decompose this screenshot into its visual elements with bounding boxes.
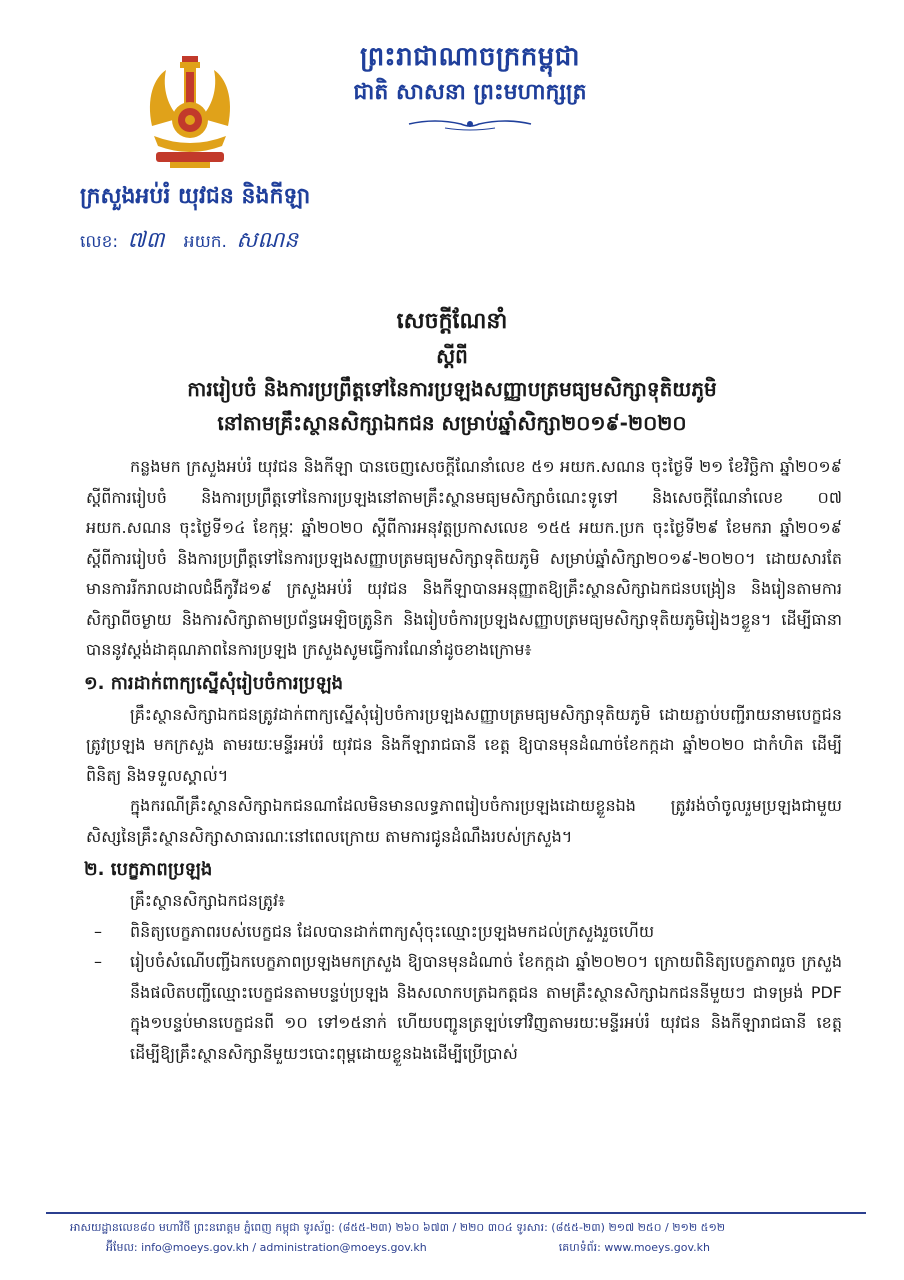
footer: [70, 1218, 860, 1258]
bullet-dash: –: [94, 921, 102, 941]
number-label: លេខ:: [80, 232, 119, 252]
list-item: [86, 947, 842, 1069]
document-title: [60, 304, 844, 440]
list-item: [86, 917, 842, 948]
kingdom-header: [320, 38, 620, 132]
title-line-2: នៅតាមគ្រឹះស្ថានសិក្សាឯកជន សម្រាប់ឆ្នាំសិក្សា២០១៩-២០២០: [217, 411, 687, 435]
email-label: អ៊ីមែល:: [106, 1241, 138, 1254]
office-label: អយក.: [183, 232, 227, 252]
doc-type: សេចក្តីណែនាំ: [396, 309, 508, 334]
section-2-intro: គ្រឹះស្ថានសិក្សាឯកជនត្រូវ៖: [130, 891, 286, 910]
bullet-dash: –: [94, 952, 102, 971]
kingdom-title: ព្រះរាជាណាចក្រកម្ពុជា: [360, 42, 580, 72]
title-about: ស្តីពី: [436, 344, 468, 368]
intro-paragraph: កន្លងមក ក្រសួងអប់រំ យុវជន និងកីឡា បានចេញសេចក្តីណែនាំលេខ ៥១ អយក.សណន ចុះថ្ងៃទី ២១ ខែវិច្ឆិកា ឆ្នាំ២០១៩ ស្តីពីការរៀបចំ និងការប្រព្រឹត្តទៅនៃការប្រឡងនៅតាមគ្រឹះស្ថានមធ្យមសិក្សាចំណេះទូទៅ និងសេចក្តីណែនាំលេខ ០៧ អយក.សណន ចុះថ្ងៃទី១៤ ខែកុម្ភៈ ឆ្នាំ២០២០ ស្តីពីការអនុវត្តប្រកាសលេខ ១៥៥ អយក.ប្រក ចុះថ្ងៃទី២៩ ខែមករា ឆ្នាំ២០១៩ ស្តីពីការរៀបចំ និងការប្រព្រឹត្តទៅនៃការប្រឡងសញ្ញាបត្រមធ្យមសិក្សាទុតិយភូមិ សម្រាប់ឆ្នាំសិក្សា២០១៩-២០២០។ ដោយសារតែមានការរីករាលដាលជំងឺកូវីដ១៩ ក្រសួងអប់រំ យុវជន និងកីឡាបានអនុញ្ញាតឱ្យគ្រឹះស្ថានសិក្សាឯកជនបង្រៀន និងរៀនតាមការសិក្សាពីចម្ងាយ និងការសិក្សាតាមប្រព័ន្ធអេឡិចត្រូនិក និងរៀបចំការប្រឡងសញ្ញាបត្រមធ្យមសិក្សាទុតិយភូមិរៀងៗខ្លួន។ ដើម្បីធានាបាននូវស្តង់ដាគុណភាពនៃការប្រឡង ក្រសួងសូមធ្វើការណែនាំដូចខាងក្រោម៖: [86, 457, 842, 659]
document-body: [86, 452, 842, 1069]
footer-address: អាសយដ្ឋានលេខ៨០ មហាវិថី ព្រះនរោត្តម ភ្នំពេញ កម្ពុជា ទូរស័ព្ទ: (៨៥៥-២៣) ២៦០ ៦៧៣ / ២២០ ៣០៤ ទូរសារ: (៨៥៥-២៣) ២១៧ ២៥០ / ២១២ ៥១២: [70, 1221, 726, 1234]
bullet-text-1: ពិនិត្យបេក្ខភាពរបស់បេក្ខជន ដែលបានដាក់ពាក្យសុំចុះឈ្មោះប្រឡងមកដល់ក្រសួងរួចហើយ: [130, 921, 655, 941]
section-1-heading: ១. ការដាក់ពាក្យស្នើសុំរៀបចំការប្រឡង: [84, 672, 344, 694]
ministry-emblem-icon: [140, 48, 240, 172]
bullet-text-2: រៀបចំសំណើបញ្ជីឯកបេក្ខភាពប្រឡងមកក្រសួង ឱ្យបានមុនដំណាច់ ខែកក្កដា ឆ្នាំ២០២០។ ក្រោយពិនិត្យបេក្ខភាពរួច ក្រសួងនឹងផលិតបញ្ជីឈ្មោះបេក្ខជនតាមបន្ទប់ប្រឡង និងសលាកបត្រឯកត្តជន តាមគ្រឹះស្ថានសិក្សាឯកជននីមួយៗ ជាទម្រង់ PDF ក្នុង១បន្ទប់មានបេក្ខជនពី ១០ ទៅ១៥នាក់ ហើយបញ្ជូនត្រឡប់ទៅវិញតាមរយៈមន្ទីរអប់រំ យុវជន និងកីឡារាជធានី ខេត្ត ដើម្បីឱ្យគ្រឹះស្ថានសិក្សានីមួយៗបោះពុម្ពដោយខ្លួនឯងដើម្បីប្រើប្រាស់: [130, 952, 842, 1063]
letter-number: [80, 226, 312, 258]
section-1-paragraph-2: ក្នុងករណីគ្រឹះស្ថានសិក្សាឯកជនណាដែលមិនមានលទ្ធភាពរៀបចំការប្រឡងដោយខ្លួនឯង ត្រូវរង់ចាំចូលរួមប្រឡងជាមួយសិស្សនៃគ្រឹះស្ថានសិក្សាសាធារណៈនៅពេលក្រោយ តាមការជូនដំណឹងរបស់ក្រសួង។: [86, 796, 842, 846]
footer-divider: [46, 1212, 866, 1214]
number-value: ៧៣: [127, 228, 165, 253]
section-2-heading: ២. បេក្ខភាពប្រឡង: [84, 859, 213, 880]
office-value: សណន: [236, 228, 299, 253]
title-line-1: ការរៀបចំ និងការប្រព្រឹត្តទៅនៃការប្រឡងសញ្ញាបត្រមធ្យមសិក្សាទុតិយភូមិ: [187, 377, 717, 401]
footer-website: www.moeys.gov.kh: [604, 1241, 710, 1254]
section-1-paragraph-1: គ្រឹះស្ថានសិក្សាឯកជនត្រូវដាក់ពាក្យស្នើសុំរៀបចំការប្រឡងសញ្ញាបត្រមធ្យមសិក្សាទុតិយភូមិ ដោយភ្ជាប់បញ្ជីរាយនាមបេក្ខជនត្រូវប្រឡង មកក្រសួង តាមរយៈមន្ទីរអប់រំ យុវជន និងកីឡារាជធានី ខេត្ត ឱ្យបានមុនដំណាច់ខែកក្កដា ឆ្នាំ២០២០ ជាកំហិត ដើម្បីពិនិត្យ និងទទួលស្គាល់។: [86, 704, 842, 785]
footer-email: info@moeys.gov.kh / administration@moeys.gov.kh: [141, 1241, 427, 1254]
national-motto: ជាតិ សាសនា ព្រះមហាក្សត្រ: [353, 80, 587, 105]
website-label: គេហទំព័រ:: [558, 1241, 601, 1254]
ornament-divider-icon: [405, 116, 535, 132]
ministry-name: ក្រសួងអប់រំ យុវជន និងកីឡា: [80, 184, 311, 209]
